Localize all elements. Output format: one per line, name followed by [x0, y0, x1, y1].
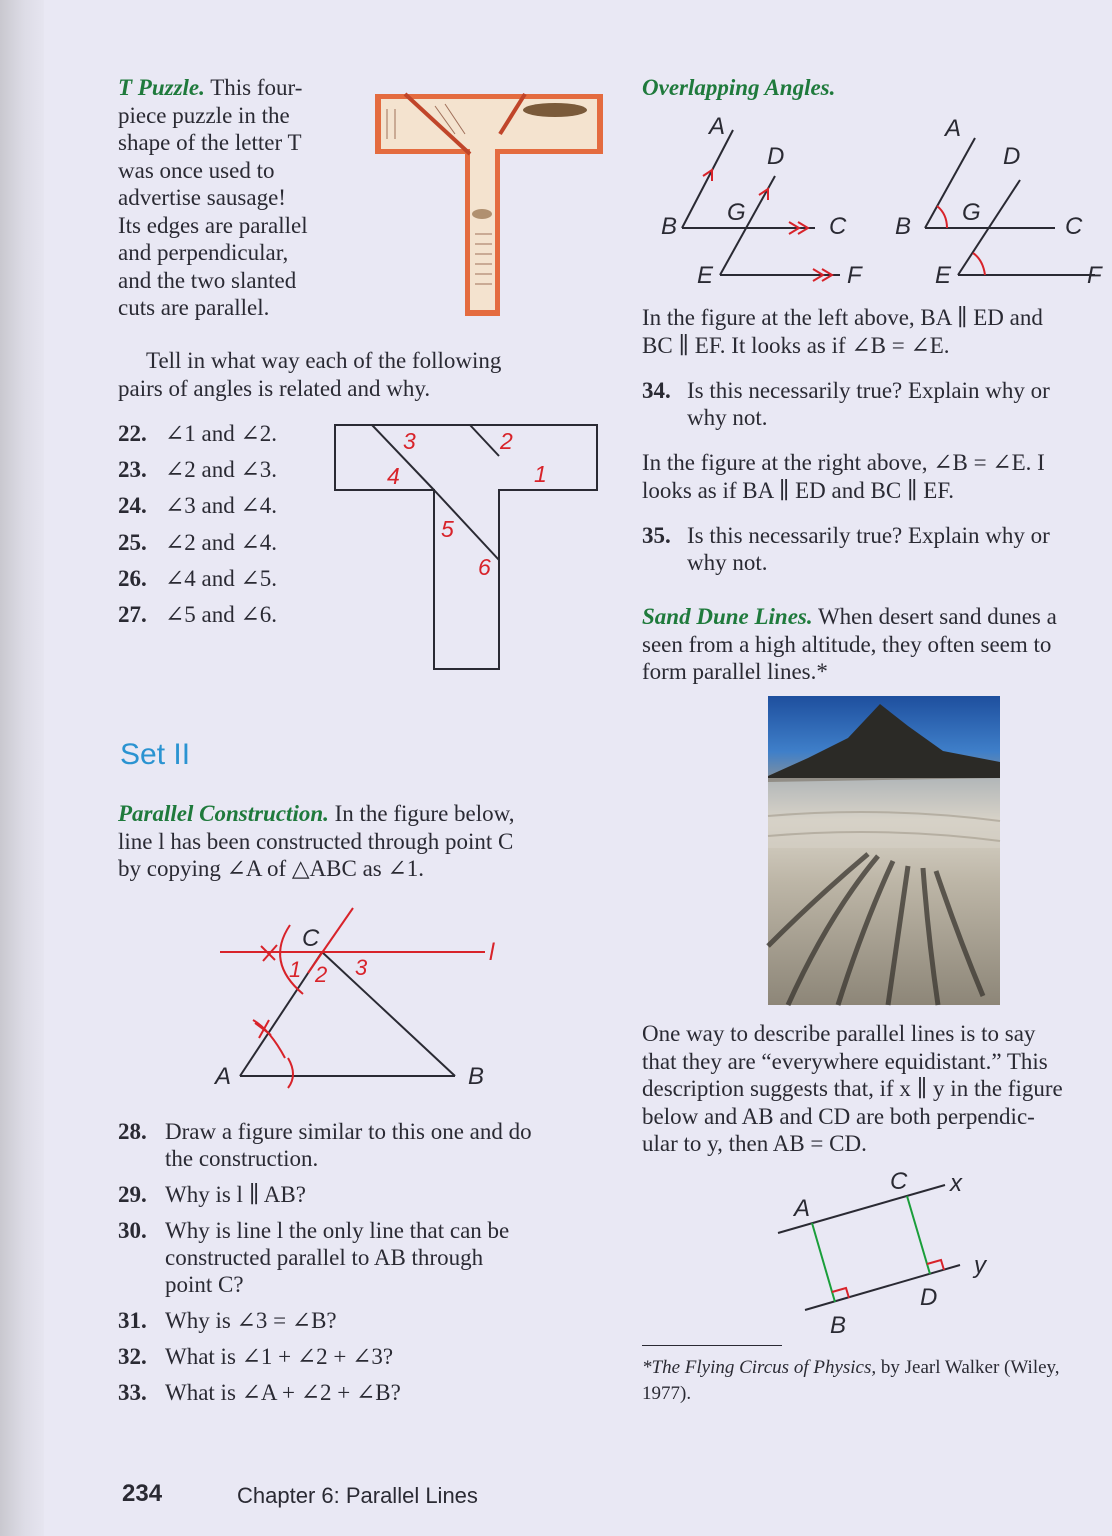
page-number: 234	[122, 1480, 163, 1507]
exercise-24: 24. ∠3 and ∠4.	[118, 493, 278, 518]
equi-label-x: x	[950, 1170, 962, 1197]
t-puzzle-photo	[375, 94, 603, 316]
overlapping-angles-title: Overlapping Angles.	[642, 75, 836, 100]
exercise-31: 31. Why is ∠3 = ∠B?	[118, 1308, 337, 1333]
construction-figure	[205, 920, 515, 1098]
equi-label-b: B	[830, 1312, 847, 1339]
overlap-right-g: G	[962, 199, 981, 226]
construction-label-2: 2	[315, 962, 328, 987]
exercise-26: 26. ∠4 and ∠5.	[118, 566, 278, 591]
overlapping-angles-figure	[655, 108, 1100, 293]
equi-label-y: y	[974, 1252, 986, 1279]
overlap-right-e: E	[935, 262, 952, 289]
t-label-4: 4	[387, 463, 400, 489]
overlap-left-c: C	[829, 213, 847, 240]
overlap-right-d: D	[1003, 143, 1021, 170]
parallel-construction-title: Parallel Construction.	[118, 801, 329, 826]
exercise-25: 25. ∠2 and ∠4.	[118, 530, 278, 555]
page-binding	[0, 0, 44, 1536]
t-label-1: 1	[534, 461, 547, 487]
construction-label-1: 1	[289, 957, 302, 982]
exercise-32: 32. What is ∠1 + ∠2 + ∠3?	[118, 1344, 394, 1369]
exercise-23: 23. ∠2 and ∠3.	[118, 457, 278, 482]
exercise-35: 35. Is this necessarily true? Explain why or why not.	[642, 523, 1050, 575]
overlap-right-c: C	[1065, 213, 1083, 240]
sand-dune-photo	[768, 696, 1000, 1005]
exercise-28: 28. Draw a figure similar to this one and do the construction.	[118, 1119, 532, 1171]
t-angle-figure	[330, 420, 602, 674]
overlap-left-e: E	[697, 262, 714, 289]
exercise-27: 27. ∠5 and ∠6.	[118, 602, 278, 627]
construction-label-a: A	[215, 1063, 232, 1090]
equi-label-d: D	[920, 1284, 938, 1311]
t-label-3: 3	[403, 428, 416, 454]
overlap-right-a: A	[945, 115, 962, 142]
sand-dune-text: Sand Dune Lines. When desert sand dunes a seen from a high altitude, they often seem to form parallel lines.*	[642, 604, 1057, 684]
t-label-2: 2	[500, 428, 513, 454]
construction-label-l: l	[489, 939, 495, 966]
parallel-construction-text: Parallel Construction. In the figure below, line l has been constructed through point C by copying ∠A of △ABC as ∠1.	[118, 801, 515, 881]
overlap-left-g: G	[727, 199, 746, 226]
tell-instruction: Tell in what way each of the following pairs of angles is related and why.	[118, 348, 502, 401]
set-ii-heading: Set II	[120, 738, 191, 771]
sand-dune-title: Sand Dune Lines.	[642, 604, 813, 629]
overlap-left-a: A	[709, 113, 726, 140]
overlap-left-d: D	[767, 143, 785, 170]
overlap-right-f: F	[1087, 262, 1102, 289]
equidistant-figure	[770, 1165, 1000, 1340]
t-label-5: 5	[441, 516, 454, 542]
footnote-rule	[642, 1345, 782, 1346]
overlap-left-f: F	[847, 262, 862, 289]
equi-label-c: C	[890, 1168, 908, 1195]
chapter-title: Chapter 6: Parallel Lines	[237, 1483, 478, 1508]
t-puzzle-intro: T Puzzle. This four- piece puzzle in the shape of the letter T was once used to advertise sausage! Its edges are parallel and perpendicular, and the two slanted cuts are parallel.	[118, 75, 308, 320]
exercise-30: 30. Why is line l the only line that can be constructed parallel to AB through point C?	[118, 1218, 510, 1297]
exercise-33: 33. What is ∠A + ∠2 + ∠B?	[118, 1380, 401, 1405]
equi-label-a: A	[794, 1195, 811, 1222]
overlap-left-b: B	[661, 213, 678, 240]
exercise-22: 22. ∠1 and ∠2.	[118, 421, 278, 446]
construction-label-c: C	[302, 925, 320, 952]
t-label-6: 6	[478, 554, 491, 580]
t-puzzle-title: T Puzzle.	[118, 75, 205, 100]
exercise-34: 34. Is this necessarily true? Explain why or why not.	[642, 378, 1050, 430]
overlap-right-b: B	[895, 213, 912, 240]
overlap-para-1: In the figure at the left above, BA ∥ ED and BC ∥ EF. It looks as if ∠B = ∠E.	[642, 305, 1043, 358]
construction-label-3: 3	[355, 955, 368, 980]
overlap-para-2: In the figure at the right above, ∠B = ∠E. I looks as if BA ∥ ED and BC ∥ EF.	[642, 450, 1045, 503]
exercise-29: 29. Why is l ∥ AB?	[118, 1182, 306, 1207]
footnote: *The Flying Circus of Physics, by Jearl Walker (Wiley, 1977).	[642, 1357, 1060, 1404]
equidistant-text: One way to describe parallel lines is to say that they are “everywhere equidistant.” This description suggests that, if x ∥ y in the figure below and AB and CD are both perpendic- ular to y, then AB = CD.	[642, 1021, 1063, 1156]
construction-label-b: B	[468, 1063, 485, 1090]
